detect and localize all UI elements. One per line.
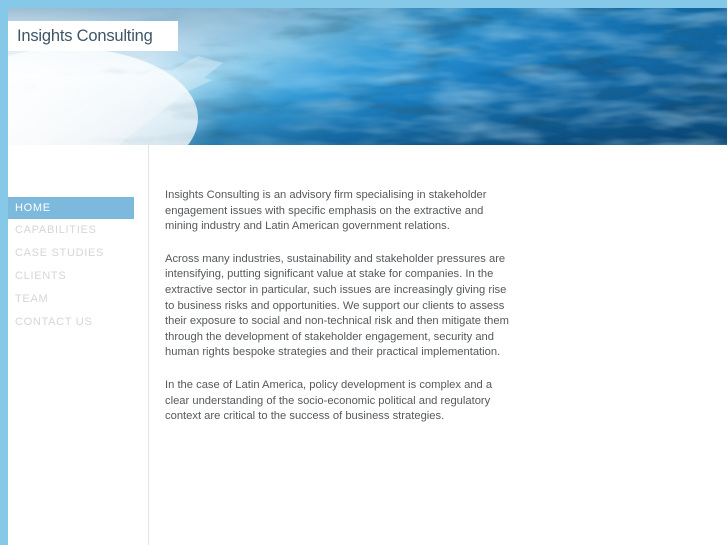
sidebar-item-clients[interactable]: CLIENTS — [15, 270, 67, 282]
content-area — [8, 145, 727, 545]
sidebar-navigation — [8, 197, 134, 335]
sidebar-item-case-studies[interactable]: CASE STUDIES — [15, 247, 105, 259]
sidebar-item-contact-us[interactable]: CONTACT US — [15, 316, 93, 328]
site-logo[interactable] — [8, 21, 178, 51]
latin-america-paragraph: In the case of Latin America, policy development is complex and a clear understanding of the socio-economic political and regulatory context are critical to the success of business strategies. — [165, 378, 493, 423]
page-border-left — [0, 0, 8, 545]
content-divider — [148, 145, 149, 545]
sidebar-item-capabilities[interactable]: CAPABILITIES — [15, 224, 97, 236]
industry-paragraph: Across many industries, sustainability and stakeholder pressures are intensifying, putting significant value at stake for companies. In the extractive sector in particular, such issues are increasingly giving rise to business risks and opportunities. We support our clients to assess their exposure to social and non-technical risk and then mitigate them through the development of stakeholder engagement, security and human rights bespoke strategies and their practical implementation. — [165, 252, 509, 359]
site-logo-text: Insights Consulting — [17, 26, 153, 45]
page-border-top — [0, 0, 727, 8]
intro-paragraph: Insights Consulting is an advisory firm specialising in stakeholder engagement issues with specific emphasis on the extractive and mining industry and Latin American government relations. — [165, 189, 487, 233]
sidebar-item-team[interactable]: TEAM — [15, 293, 49, 305]
main-text-body — [165, 188, 510, 425]
sidebar-item-home[interactable]: HOME — [8, 197, 134, 219]
